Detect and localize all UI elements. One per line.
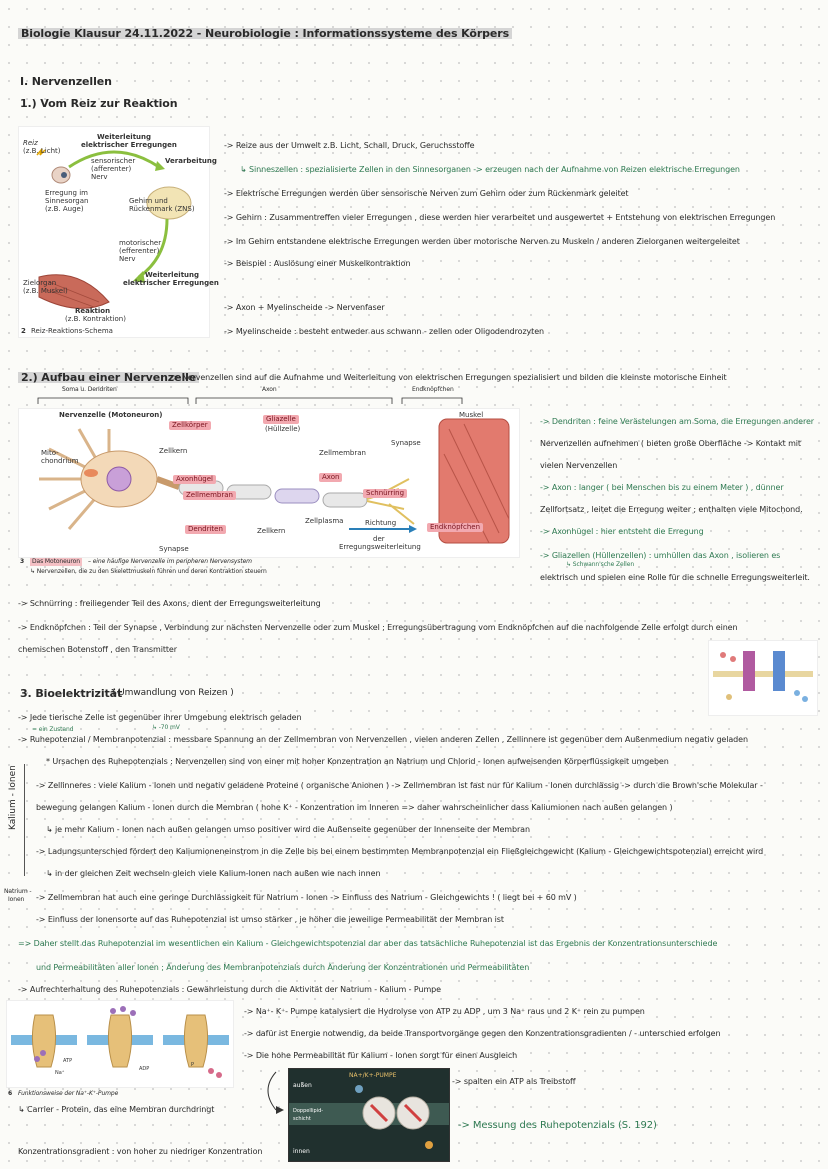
section3-heading: 3. Bioelektrizität (20, 687, 123, 700)
section2-heading: 2.) Aufbau einer Nervenzelle (18, 372, 199, 383)
s1-note-4: -> Gehirn : Zusammentreffen vieler Erregungen , diese werden hier verarbeitet und ausgewertet + Entstehung von elektrischen Erregungen (224, 213, 776, 222)
sodium-ion (120, 1006, 126, 1012)
s3-note-10: -> Einfluss der Ionensorte auf das Ruhepotenzial ist umso stärker , je höher die jeweilige Permeabilität der Membran ist (36, 915, 504, 924)
s2-right-6: -> Axonhügel : hier entsteht die Erregung (540, 527, 704, 536)
carrier-note: ↳ Carrier - Protein, das eine Membran durchdringt (18, 1105, 215, 1114)
fig2-huellzelle: (Hüllzelle) (265, 425, 301, 433)
pump-caption-num: 6 (8, 1090, 13, 1097)
bracket-endkn: Endknöpfchen (412, 386, 454, 393)
fig1-caption-num: 2 (21, 327, 26, 335)
fig1-rueckenmark: Rückenmark (ZNS) (129, 205, 195, 213)
s3-note-5: bewegung gelangen Kalium - Ionen durch die Membran ( hohe K⁺ - Konzentration im Inneren => daher wahrscheinlicher dass Kaliumionen nach außen gelangen ) (36, 803, 673, 812)
sodium-ion (110, 1008, 116, 1014)
fig2-zellkern: Zellkern (159, 447, 188, 455)
fig2-muskel: Muskel (459, 411, 484, 419)
s2-right-3: vielen Nervenzellen (540, 461, 618, 470)
fig1-erregung: Erregung im (45, 189, 88, 197)
ion-icon (720, 652, 726, 658)
nucleus-icon (107, 467, 131, 491)
fig1-elek-bot: elektrischer Erregungen (123, 279, 219, 287)
bracket-lines (36, 394, 466, 406)
gradient-note: Konzentrationsgradient : von hoher zu niedriger Konzentration (18, 1147, 263, 1156)
s2-note-2: -> Endknöpfchen : Teil der Synapse , Verbindung zur nächsten Nervenzelle oder zum Muskel ; Erregungsübertragung vom Endknöpfchen auf die nachfolgende Zelle erfolgt durch einen (18, 623, 738, 632)
s3-note-13: -> Aufrechterhaltung des Ruhepotenzials : Gewährleistung durch die Aktivität der Natrium - Kalium - Pumpe (18, 985, 441, 994)
s3-note-4: -> Zellinneres : viele Kalium - Ionen und negativ geladene Proteine ( organische Anionen ) -> Zellmembran ist fast nur für Kalium - Ionen durchlässig -> durch die Brown'sche Molekular - (36, 781, 763, 790)
fig1-auge: (z.B. Auge) (45, 205, 84, 213)
video-title: NA+/K+-PUMPE (349, 1072, 397, 1079)
fig2-endknoepfchen: Endknöpfchen (427, 523, 483, 532)
pump-video-still (288, 1068, 450, 1162)
fig2-richtung: Richtung (365, 519, 397, 527)
pump-protein (184, 1015, 207, 1067)
fig2-nervenzelle: Nervenzelle (Motoneuron) (59, 411, 163, 419)
fig2-chondrium: chondrium (41, 457, 79, 465)
s3-note-70mv: ↳ -70 mV (152, 724, 180, 731)
fig1-motorischer: motorischer (119, 239, 162, 247)
pump-stage-3 (163, 1015, 229, 1078)
s3-note-zustand: = ein Zustand (32, 726, 74, 733)
pump-atp: ATP (63, 1058, 73, 1064)
page-title: Biologie Klausur 24.11.2022 - Neurobiologie : Informationssysteme des Körpers (18, 28, 512, 39)
sodium-ion (34, 1056, 40, 1062)
fig1-reiz-ex: (z.B. Licht) (23, 147, 61, 155)
fig1-sinnesorgan: Sinnesorgan (45, 197, 89, 205)
video-lipid-2: schicht (293, 1116, 311, 1122)
sodium-ion (130, 1010, 136, 1016)
sidebar-kalium: Kalium - Ionen (8, 765, 18, 830)
s1-note-3: -> Elektrische Erregungen werden über sensorische Nerven zum Gehirn oder zum Rückenmark geleitet (224, 189, 629, 198)
fig1-weiterleitung-top: Weiterleitung (97, 133, 152, 141)
fig1-gehirn: Gehirn und (129, 197, 168, 205)
ion-diagram (708, 640, 818, 716)
fig1-efferenter: (efferenter) (119, 247, 160, 255)
fig1-zielorgan: Zielorgan (23, 279, 57, 287)
pump-adp: ADP (139, 1066, 150, 1072)
s2-note-3: chemischen Botenstoff , den Transmitter (18, 645, 177, 654)
fig1-verarbeitung: Verarbeitung (165, 157, 217, 165)
s1-note-6: -> Beispiel : Auslösung einer Muskelkontraktion (224, 259, 411, 268)
pupil-icon (61, 172, 67, 178)
fig2-caption: – eine häufige Nervenzelle im peripheren Nervensystem (88, 558, 252, 565)
s3-note-2: -> Ruhepotenzial / Membranpotenzial : messbare Spannung an der Zellmembran von Nervenzellen , vielen anderen Zellen , Zellinnere ist gegenüber dem Außenmedium negativ geladen (18, 735, 748, 744)
pump-caption: Funktionsweise der Na⁺-K⁺-Pumpe (18, 1090, 119, 1097)
channel-icon (773, 651, 785, 691)
s2-right-5: Zellfortsatz , leitet die Erregung weiter ; enthalten viele Mitochond. (540, 505, 803, 514)
s3-note-1: -> Jede tierische Zelle ist gegenüber ihrer Umgebung elektrisch geladen (18, 713, 302, 722)
s2-right-2: Nervenzellen aufnehmen ( bieten große Oberfläche -> Kontakt mit (540, 439, 801, 448)
membrane-band (713, 671, 813, 677)
arrow-head-icon (155, 161, 165, 171)
fig1-weiterleitung-bot: Weiterleitung (145, 271, 200, 279)
video-lipid-1: Doppellipid- (293, 1108, 324, 1114)
fig2-axon: Axon (319, 473, 342, 482)
bracket-axon: Axon (262, 386, 277, 393)
channel-icon (743, 651, 755, 691)
sidebar-line (24, 764, 25, 876)
pump-note-4: -> spalten ein ATP als Treibstoff (452, 1077, 576, 1086)
pump-note-3: -> Die hohe Permeabilität für Kalium - Ionen sorgt für einen Ausgleich (244, 1051, 518, 1060)
s2-right-4: -> Axon : langer ( bei Menschen bis zu einem Meter ) , dünner (540, 483, 784, 492)
fig1-reiz: Reiz (23, 139, 38, 147)
s3-note-9: -> Zellmembran hat auch eine geringe Durchlässigkeit für Natrium - Ionen -> Einfluss des Natrium - Gleichgewichts ! ( liegt bei + 60 mV ) (36, 893, 577, 902)
fig1-nerv2: Nerv (119, 255, 136, 263)
potassium-ion (216, 1072, 222, 1078)
s3-note-11: => Daher stellt das Ruhepotenzial im wesentlichen ein Kalium - Gleichgewichtspotenzial dar aber das tatsächliche Ruhepotenzial ist das Ergebnis der Konzentrationsunterschiede (18, 939, 718, 948)
fig2-caption2: ↳ Nervenzellen, die zu den Skelettmuskeln führen und deren Kontraktion steuern (30, 568, 267, 575)
s3-note-7: -> Ladungsunterschied fördert den Kaliumioneneinstrom in die Zelle bis bei einem bestimmten Membranpotenzial ein Fließgleichgewicht (Kalium - Gleichgewichtspotenzial) erreicht wird (36, 847, 764, 856)
fig2-zellplasma: Zellplasma (305, 517, 344, 525)
fig2-dendriten: Dendriten (185, 525, 226, 534)
ion-icon (355, 1085, 363, 1093)
fig2-erregungsweiterleitung: Erregungsweiterleitung (339, 543, 421, 551)
pump-na: Na⁺ (55, 1070, 65, 1076)
pump-figure (6, 1000, 234, 1088)
fig2-zellkoerper: Zellkörper (169, 421, 211, 430)
sidebar-natrium-2: Ionen (8, 896, 25, 903)
myelin-segment (275, 489, 319, 503)
fig1-muskel: (z.B. Muskel) (23, 287, 68, 295)
fig2-zellkern2: Zellkern (257, 527, 286, 535)
mitochondrium-icon (84, 469, 98, 477)
s3-note-8: ↳ in der gleichen Zeit wechseln gleich viele Kalium-Ionen nach außen wie nach innen (46, 869, 381, 878)
section1-heading: I. Nervenzellen (20, 75, 112, 88)
s1-note-1: -> Reize aus der Umwelt z.B. Licht, Schall, Druck, Geruchsstoffe (224, 141, 475, 150)
section1-subheading: 1.) Vom Reiz zur Reaktion (20, 97, 178, 110)
s1-note-8: -> Myelinscheide : besteht entweder aus schwann - zellen oder Oligodendrozyten (224, 327, 545, 336)
fig2-der: der (373, 535, 385, 543)
fig1-kontraktion: (z.B. Kontraktion) (65, 315, 126, 323)
sidebar-natrium-1: Natrium - (4, 888, 32, 895)
s1-note-5: -> Im Gehirn entstandene elektrische Erregungen werden über motorische Nerven zu Muskeln / anderen Zielorganen weitergeleitet (224, 237, 740, 246)
fig2-schnuerring: Schnürring (363, 489, 407, 498)
fig1-afferenter: (afferenter) (91, 165, 132, 173)
ion-icon (425, 1141, 433, 1149)
fig2-gliazelle: Gliazelle (263, 415, 299, 424)
s2-right-7: -> Gliazellen (Hüllenzellen) : umhüllen das Axon , isolieren es (540, 551, 781, 560)
pump-note-2: -> dafür ist Energie notwendig, da beide Transportvorgänge gegen den Konzentrationsgradienten / - unterschied erfolgen (244, 1029, 721, 1038)
fig2-axonhuegel: Axonhügel (173, 475, 216, 484)
section3-heading-sub: ( Umwandlung von Reizen ) (112, 688, 234, 698)
ion-icon (794, 690, 800, 696)
section2-intro: -> Nervenzellen sind auf die Aufnahme und Weiterleitung von elektrischen Erregungen spezialisiert und bilden die kleinste motorische Einheit (170, 373, 727, 382)
fig1-caption: Reiz-Reaktions-Schema (31, 327, 113, 335)
s1-note-2: ↳ Sinneszellen : spezialisierte Zellen in den Sinnesorganen -> erzeugen nach der Aufnahme von Reizen elektrische Erregungen (240, 165, 740, 174)
pump-p: P (191, 1062, 195, 1068)
potassium-ion (208, 1068, 214, 1074)
fig1-nerv1: Nerv (91, 173, 108, 181)
sodium-ion (40, 1050, 46, 1056)
s3-note-6: ↳ je mehr Kalium - Ionen nach außen gelangen umso positiver wird die Außenseite gegenüber der Innenseite der Membran (46, 825, 530, 834)
fig2-caption-hl: Das Motoneuron (32, 558, 80, 565)
pump-note-1: -> Na⁺- K⁺- Pumpe katalysiert die Hydrolyse von ATP zu ADP , um 3 Na⁺ raus und 2 K⁺ rein zu pumpen (244, 1007, 645, 1016)
myelin-segment (323, 493, 367, 507)
arrow-head-icon (409, 525, 417, 533)
s2-right-8: ↳ Schwann'sche Zellen (566, 561, 635, 568)
ion-icon (726, 694, 732, 700)
ion-icon (802, 696, 808, 702)
fig1-sensorischer: sensorischer (91, 157, 136, 165)
video-innen: innen (293, 1148, 310, 1155)
motoneuron-figure (18, 408, 520, 558)
fig1-elek-top: elektrischer Erregungen (81, 141, 177, 149)
s3-note-12: und Permeabilitäten aller Ionen ; Änderung des Membranpotenzials durch Änderung der Konzentrationen und Permeabilitäten (36, 963, 530, 972)
terminal-branches (367, 479, 414, 524)
ion-diagram-svg (709, 641, 817, 715)
fig2-synapse: Synapse (391, 439, 421, 447)
fig2-mito: Mito- (41, 449, 59, 457)
s2-right-9: elektrisch und spielen eine Rolle für die schnelle Erregungsweiterleit. (540, 573, 810, 582)
ion-icon (730, 656, 736, 662)
pump-svg (7, 1001, 233, 1087)
video-aussen: außen (293, 1082, 312, 1089)
fig2-synapse-bot: Synapse (159, 545, 189, 553)
messung-link[interactable]: -> Messung des Ruhepotenzials (S. 192) (458, 1120, 657, 1131)
s3-note-3: * Ursachen des Ruhepotenzials : Nervenzellen sind von einer mit hoher Konzentration an Natrium und Chlorid - Ionen aufweisenden Körperflüssigkeit umgeben (46, 757, 669, 766)
pump-protein (108, 1015, 131, 1067)
s1-note-7: -> Axon + Myelinscheide -> Nervenfaser (224, 303, 385, 312)
fig2-zellmembran: Zellmembran (183, 491, 236, 500)
bracket-soma: Soma u. Dendriten (62, 386, 117, 393)
fig2-caption-num: 3 (20, 558, 25, 565)
fig2-zellmembran-top: Zellmembran (319, 449, 366, 457)
reiz-reaktions-figure (18, 126, 219, 338)
s2-right-1: -> Dendriten : feine Verästelungen am Soma, die Erregungen anderer (540, 417, 814, 426)
s2-note-1: -> Schnürring : freiliegender Teil des Axons, dient der Erregungsweiterleitung (18, 599, 321, 608)
pump-stage-2 (87, 1006, 153, 1067)
fig1-reaktion: Reaktion (75, 307, 111, 315)
